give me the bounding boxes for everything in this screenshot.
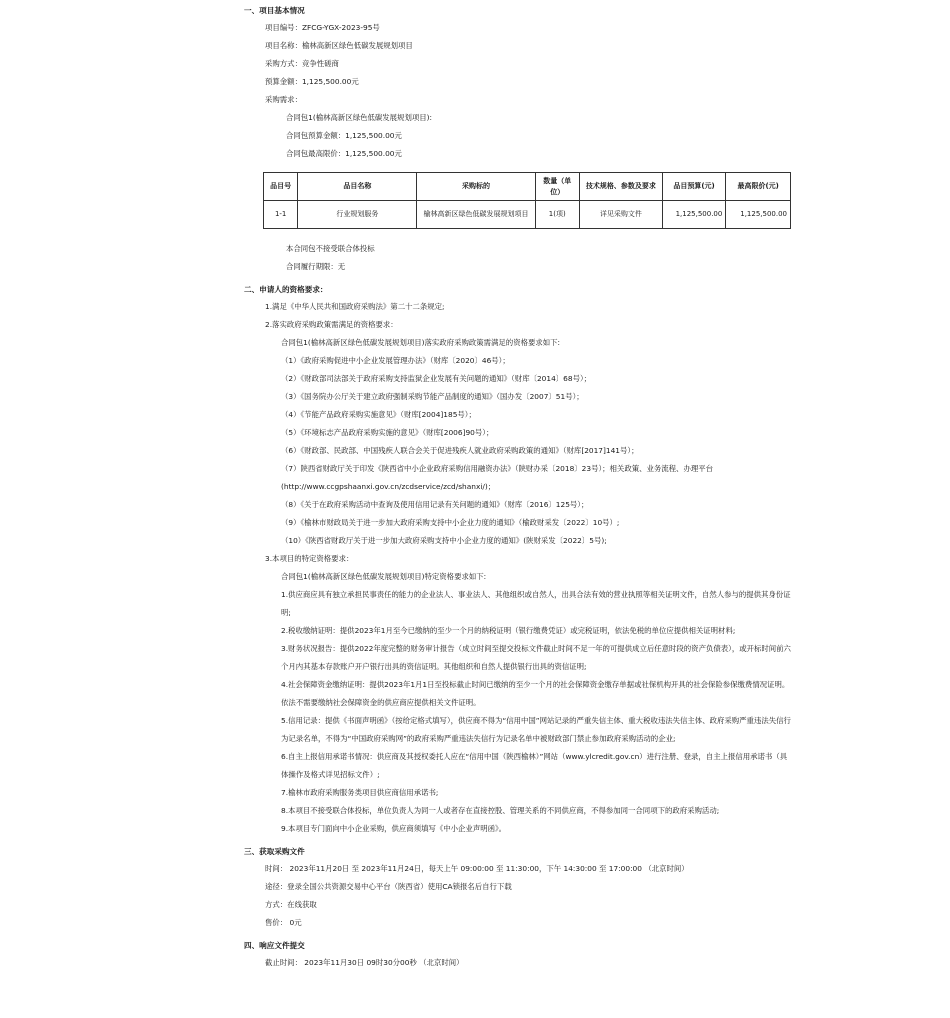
special-requirement: 1.供应商应具有独立承担民事责任的能力的企业法人、事业法人、其他组织或自然人，出具合法有效的营业执照等相关证明文件，自然人参与的提供其身份证明;: [281, 590, 791, 617]
cell-spec: 详见采购文件: [579, 201, 662, 229]
special-requirement: 5.信用记录：提供《书面声明函》（按给定格式填写），供应商不得为“信用中国”网站记录的严重失信主体、重大税收违法失信主体、政府采购严重违法失信行为记录名单，不得为“中国政府采购网”的政府采购严重违法失信行为记录名单中被财政部门禁止参加政府采购活动的企业;: [281, 716, 791, 743]
procurement-demand-label: 采购需求：: [265, 95, 302, 104]
cell-subject: 榆林高新区绿色低碳发展规划项目: [417, 201, 535, 229]
section-2-heading: 二、申请人的资格要求：: [244, 285, 328, 294]
policy-item: （2）《财政部司法部关于政府采购支持监狱企业发展有关问题的通知》（财库〔2014〕68号）；: [281, 374, 592, 383]
special-requirement: 2.税收缴纳证明：提供2023年1月至今已缴纳的至少一个月的纳税证明（银行缴费凭证）或完税证明，依法免税的单位应提供相关证明材料;: [281, 626, 736, 635]
policy-item: （3）《国务院办公厅关于建立政府强制采购节能产品制度的通知》（国办发〔2007〕51号）；: [281, 392, 584, 401]
special-requirement: 4.社会保障资金缴纳证明：提供2023年1月1日至投标截止时间已缴纳的至少一个月的社会保障资金缴存单据或社保机构开具的社会保险参保缴费情况证明。依法不需要缴纳社会保障资金的供应商应提供相关文件证明。: [281, 680, 790, 707]
procurement-method: 采购方式：竞争性磋商: [265, 59, 339, 68]
special-intro: 合同包1(榆林高新区绿色低碳发展规划项目)特定资格要求如下:: [281, 572, 487, 581]
items-table: [263, 172, 791, 229]
acquire-method: 方式：在线获取: [265, 900, 317, 909]
section-1-heading: 一、项目基本情况: [244, 6, 305, 15]
table-row: [264, 201, 791, 229]
requirement-3: 3.本项目的特定资格要求：: [265, 554, 354, 563]
no-consortium-note: 本合同包不接受联合体投标: [286, 244, 375, 253]
cell-item-no: 1-1: [264, 201, 298, 229]
special-requirement: 8.本项目不接受联合体投标，单位负责人为同一人或者存在直接控股、管理关系的不同供应商，不得参加同一合同项下的政府采购活动;: [281, 806, 720, 815]
policy-item: （5）《环境标志产品政府采购实施的意见》（财库[2006]90号）；: [281, 428, 494, 437]
special-requirement: 3.财务状况报告：提供2022年度完整的财务审计报告（成立时间至提交投标文件截止时间不足一年的可提供成立后任意时段的资产负债表），或开标时间前六个月内其基本存款账户开户银行出具的资信证明。其他组织和自然人提供银行出具的资信证明;: [281, 644, 791, 671]
contract-period: 合同履行期限：无: [286, 262, 346, 271]
package-max-price: 合同包最高限价：1,125,500.00元: [286, 149, 402, 158]
col-header-max-price: 最高限价(元): [726, 173, 791, 201]
special-requirement: 9.本项目专门面向中小企业采购，供应商须填写《中小企业声明函》。: [281, 824, 507, 833]
cell-quantity: 1(项): [535, 201, 579, 229]
requirement-1: 1.满足《中华人民共和国政府采购法》第二十二条规定;: [265, 302, 445, 311]
cell-item-budget: 1,125,500.00: [662, 201, 726, 229]
budget-amount: 预算金额：1,125,500.00元: [265, 77, 359, 86]
col-header-quantity: 数量（单位）: [535, 173, 579, 201]
special-requirement: 6.自主上报信用承诺书情况：供应商及其授权委托人应在“信用中国（陕西榆林）”网站（www.ylcredit.gov.cn）进行注册、登录，自主上报信用承诺书（具体操作及格式详见招标文件）;: [281, 752, 788, 779]
project-number: 项目编号：ZFCG-YGX-2023-95号: [265, 23, 380, 32]
col-header-item-name: 品目名称: [298, 173, 417, 201]
col-header-subject: 采购标的: [417, 173, 535, 201]
acquire-channel: 途径：登录全国公共资源交易中心平台（陕西省）使用CA锁报名后自行下载: [265, 882, 512, 891]
policy-item: （7）陕西省财政厅关于印发《陕西省中小企业政府采购信用融资办法》（陕财办采〔2018〕23号）；相关政策、业务流程、办理平台(http://www.ccgpshaanxi.gov.cn/zcdservice/zcd/shanxi/)；: [281, 464, 714, 491]
policy-item: （6）《财政部、民政部、中国残疾人联合会关于促进残疾人就业政府采购政策的通知》（财库[2017]141号）；: [281, 446, 639, 455]
policy-item: （4）《节能产品政府采购实施意见》（财库[2004]185号）；: [281, 410, 476, 419]
policy-item: （1）《政府采购促进中小企业发展管理办法》（财库〔2020〕46号）；: [281, 356, 510, 365]
cell-item-name: 行业规划服务: [298, 201, 417, 229]
policy-item: （8）《关于在政府采购活动中查询及使用信用记录有关问题的通知》（财库〔2016〕125号）；: [281, 500, 589, 509]
section-4-heading: 四、响应文件提交: [244, 941, 305, 950]
col-header-item-budget: 品目预算(元): [662, 173, 726, 201]
section-3-heading: 三、获取采购文件: [244, 847, 305, 856]
policy-item: （10）《陕西省财政厅关于进一步加大政府采购支持中小企业力度的通知》(陕财采发〔2022〕5号);: [281, 536, 607, 545]
special-requirement: 7.榆林市政府采购服务类项目供应商信用承诺书;: [281, 788, 439, 797]
policy-item: （9）《榆林市财政局关于进一步加大政府采购支持中小企业力度的通知》（榆政财采发〔2022〕10号）;: [281, 518, 620, 527]
package-budget: 合同包预算金额：1,125,500.00元: [286, 131, 402, 140]
col-header-spec: 技术规格、参数及要求: [579, 173, 662, 201]
package-title: 合同包1(榆林高新区绿色低碳发展规划项目):: [286, 113, 432, 122]
policy-intro: 合同包1(榆林高新区绿色低碳发展规划项目)落实政府采购政策需满足的资格要求如下:: [281, 338, 561, 347]
requirement-2: 2.落实政府采购政策需满足的资格要求：: [265, 320, 398, 329]
cell-max-price: 1,125,500.00: [726, 201, 791, 229]
acquire-time: 时间： 2023年11月20日 至 2023年11月24日，每天上午 09:00:00 至 11:30:00，下午 14:30:00 至 17:00:00 （北京时间）: [265, 864, 689, 873]
submission-deadline: 截止时间： 2023年11月30日 09时30分00秒 （北京时间）: [265, 958, 464, 967]
table-header-row: [264, 173, 791, 201]
project-name: 项目名称：榆林高新区绿色低碳发展规划项目: [265, 41, 413, 50]
acquire-price: 售价： 0元: [265, 918, 302, 927]
col-header-item-no: 品目号: [264, 173, 298, 201]
